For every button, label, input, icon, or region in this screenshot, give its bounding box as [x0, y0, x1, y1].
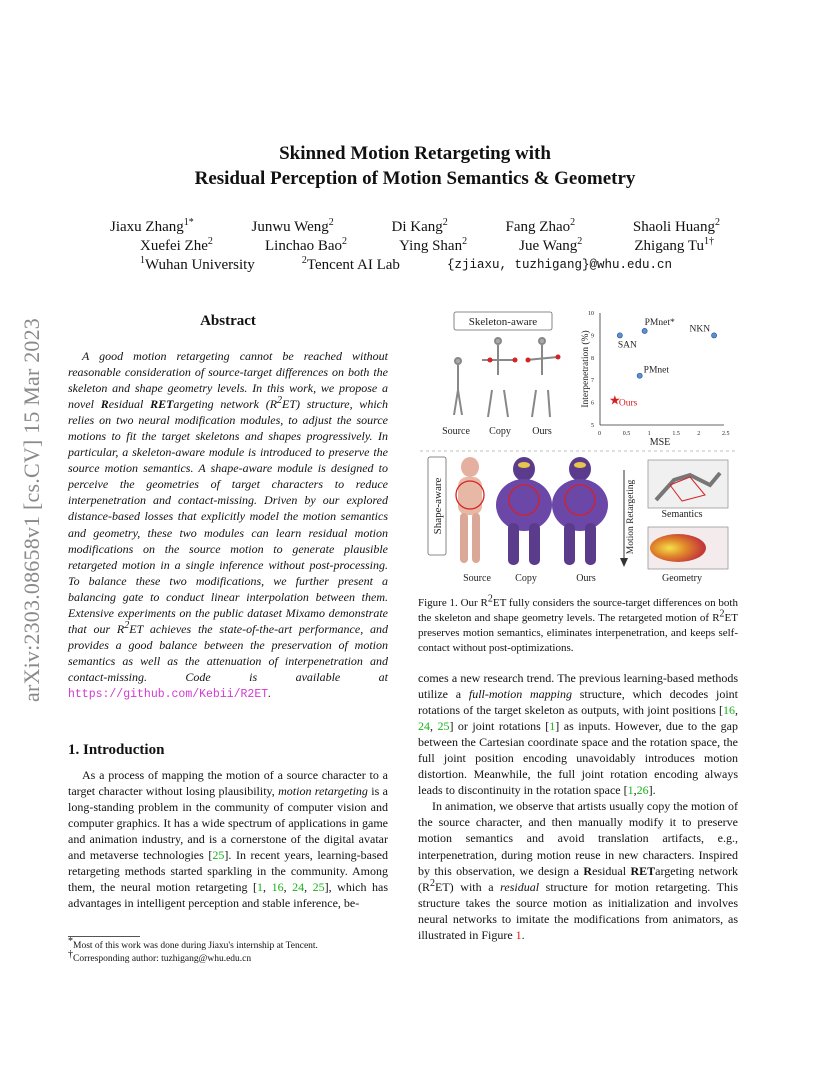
- label-copy-bottom: Copy: [515, 573, 537, 584]
- y-tick-label: 9: [591, 333, 594, 340]
- scatter-point: [617, 333, 622, 338]
- footnote-rule: [68, 936, 140, 937]
- scatter-point-label: PMnet*: [644, 317, 675, 328]
- y-tick-label: 7: [591, 378, 594, 385]
- author-row-1: [110, 218, 720, 237]
- right-column-body: comes a new research trend. The previous learning-based methods utilize a full-motion mapping structure, which decodes joint rotations of the target skeleton as outputs, with joint positions [16, 24, 25] or joint rotations [1] as inputs. However, due to the gap between the Cartesian coordinate space and the rotation space, the full joint position encoding unavoidably introduces motion distortion. Meanwhile, the full joint rotation encoding always leads to discontinuity in the rotation space [1,26]. In animation, we observe that artists usually copy the motion of the source character, and then manually modify it to preserve motion semantics and avoid translation artifacts, e.g., interpenetration, during motion reuse in new characters. Inspired by this observation, we design a Residual RETargeting network $(R^2ET)$ with a residual structure for motion retargeting. This structure takes the source motion as initialization and involves neural networks to imitate the modifications from animators, as illustrated in Figure 1.: [418, 671, 738, 942]
- y-tick-label: 6: [591, 400, 594, 407]
- skeleton-copy: [482, 338, 515, 417]
- scatter-point-label: Ours: [618, 398, 638, 409]
- scatter-point: [711, 333, 716, 338]
- author-name: Zhigang $Tu^{1\dagger}$: [634, 236, 714, 254]
- affiliation-2: $^2$Tencent AI Lab: [301, 255, 400, 273]
- y-tick-label: 5: [591, 423, 594, 429]
- code-link[interactable]: https://github.com/Kebii/R2ET: [68, 687, 269, 701]
- x-tick-label: 1: [647, 431, 651, 437]
- author-name: Linchao Bao$^2$: [264, 236, 348, 254]
- semantics-label: Semantics: [661, 509, 703, 520]
- x-tick-label: 1.5: [672, 431, 680, 437]
- y-tick-label: 8: [591, 355, 594, 362]
- intro-body: As a process of mapping the motion of a source character to a target character without losing plausibility, motion retargeting is a long-standing problem in the community of computer vision and computer graphics. It has a wide spectrum of applications in game and animation industry, and is a cornerstone of the digital avatar and metaverse technologies [25]. In recent years, learning-based retargeting methods started sparkling in the community. Among them, the neural motion retargeting [1, 16, 24, 25], which has advantages in intelligent perception and stable inference, be-: [68, 768, 388, 911]
- y-tick-label: 10: [588, 311, 594, 317]
- scatter-point: [637, 373, 642, 378]
- footnote-2: †Corresponding author: tuzhigang@whu.edu.cn: [68, 948, 252, 964]
- scatter-chart: [580, 311, 730, 448]
- scatter-point-label: NKN: [689, 324, 711, 335]
- author-name: Di Kang$^2$: [391, 217, 448, 235]
- citation-link[interactable]: 25: [312, 880, 325, 895]
- scatter-point-label: PMnet: [643, 365, 670, 376]
- y-axis-label: Interpenetration (%): [581, 330, 591, 408]
- scatter-point-star: ★: [609, 392, 621, 408]
- author-name: Jue Wang$^2$: [519, 236, 583, 254]
- figure-ref-link[interactable]: 1: [515, 927, 522, 942]
- scatter-point: [642, 328, 647, 333]
- citation-link[interactable]: 25: [437, 719, 450, 734]
- geometry-heatmap: [650, 534, 706, 562]
- author-name: Junwu Weng$^2$: [251, 217, 334, 235]
- x-axis-label: MSE: [649, 437, 671, 448]
- abstract-body: A good motion retargeting cannot be reached without reasonable consideration of source-target differences on both the skeleton and shape geometry levels. In this work, we propose a novel Residual RETargeting network $(R^2ET)$ structure, which relies on two neural modification modules, to adjust the source motions to fit the target skeletons and shapes progressively. In particular, a skeleton-aware module is introduced to preserve the source motion semantics. A shape-aware module is designed to perceive the geometries of target characters to reduce interpenetration and contact-missing. Driven by our explored distance-based losses that explicitly model the motion semantics and geometry, these two modules can learn residual motion modifications on the source motion to generate plausible retargeted motion in a single inference without post-processing. To balance these two modifications, we further present a balancing gate to conduct linear interpolation between them. Extensive experiments on the public dataset Mixamo demonstrate that our $R^2ET$ achieves the state-of-the-art performance, and provides a good balance between the preservation of motion semantics as well as the attenuation of interpenetration and contact-missing. Code is available at https://github.com/Kebii/R2ET.: [68, 349, 389, 701]
- section-heading-introduction: 1. Introduction: [68, 742, 165, 758]
- author-name: Fang Zhao$^2$: [505, 217, 576, 235]
- abstract-heading: Abstract: [200, 313, 256, 329]
- label-copy-top: Copy: [489, 426, 511, 437]
- arxiv-sidebar: [12, 250, 52, 770]
- geometry-label: Geometry: [662, 573, 702, 584]
- semantics-panel: [648, 460, 728, 508]
- skeleton-ours: [526, 338, 558, 417]
- x-tick-label: 0.5: [622, 431, 631, 437]
- citation-link[interactable]: 25: [212, 848, 225, 863]
- figure-1: [420, 305, 738, 590]
- author-block: [110, 218, 720, 275]
- paper-title: [100, 141, 730, 191]
- title-line-2: Residual Perception of Motion Semantics & Geometry: [194, 168, 636, 189]
- citation-link[interactable]: 16: [723, 703, 735, 718]
- author-name: Xuefei Zhe$^2$: [140, 236, 213, 254]
- affiliation-1: $^1$Wuhan University: [140, 255, 255, 273]
- citation-link[interactable]: 16: [271, 880, 284, 895]
- motion-arrow-head: [620, 558, 628, 567]
- joint-marker: [513, 358, 518, 363]
- citation-link[interactable]: 1: [627, 783, 634, 798]
- arxiv-id: arXiv:2303.08658v1 [cs.CV] 15 Mar 2023: [19, 318, 44, 702]
- title-line-1: Skinned Motion Retargeting with: [279, 143, 551, 164]
- author-row-2: [110, 237, 720, 256]
- figure-1-caption: Figure 1. Our $R^2ET$ fully considers the source-target differences on both the skeleton and shape geometry levels. The retargeted motion of $R^2ET$ preserves motion semantics, eliminates interpenetration, and keeps self-contact without post-optimizations.: [418, 593, 738, 654]
- citation-link[interactable]: 26: [636, 783, 649, 798]
- joint-marker: [488, 358, 493, 363]
- citation-link[interactable]: 24: [418, 719, 430, 734]
- label-ours-bottom: Ours: [576, 573, 596, 584]
- character-source: [456, 457, 484, 563]
- author-name: Jiaxu Zhang$^{1*}$: [110, 217, 194, 235]
- x-tick-label: 2.5: [722, 431, 730, 437]
- skeleton-source: [454, 358, 462, 415]
- character-ours: [552, 457, 608, 565]
- citation-link[interactable]: 24: [292, 880, 305, 895]
- footnote-1: *Most of this work was done during Jiaxu's internship at Tencent.: [68, 935, 318, 951]
- x-tick-label: 0: [598, 431, 601, 437]
- motion-retargeting-label: Motion Retargeting: [626, 479, 636, 555]
- author-email: {zjiaxu, tuzhigang}@whu.edu.cn: [446, 258, 672, 272]
- scatter-point-label: SAN: [617, 340, 637, 351]
- label-source-bottom: Source: [463, 573, 491, 584]
- x-tick-label: 2: [697, 431, 701, 437]
- joint-marker: [556, 355, 561, 360]
- figure-1-graphic: [420, 305, 738, 590]
- shape-aware-label: Shape-aware: [432, 477, 444, 535]
- joint-marker: [526, 358, 531, 363]
- label-ours-top: Ours: [532, 426, 552, 437]
- character-copy: [496, 457, 552, 565]
- author-name: Ying Shan$^2$: [399, 236, 468, 254]
- citation-link[interactable]: 1: [257, 880, 264, 895]
- citation-link[interactable]: 1: [549, 719, 556, 734]
- author-name: Shaoli Huang$^2$: [632, 217, 720, 235]
- footnotes: [68, 935, 398, 965]
- skeleton-aware-label: Skeleton-aware: [468, 316, 538, 328]
- label-source-top: Source: [442, 426, 470, 437]
- affiliation-row: [110, 256, 720, 275]
